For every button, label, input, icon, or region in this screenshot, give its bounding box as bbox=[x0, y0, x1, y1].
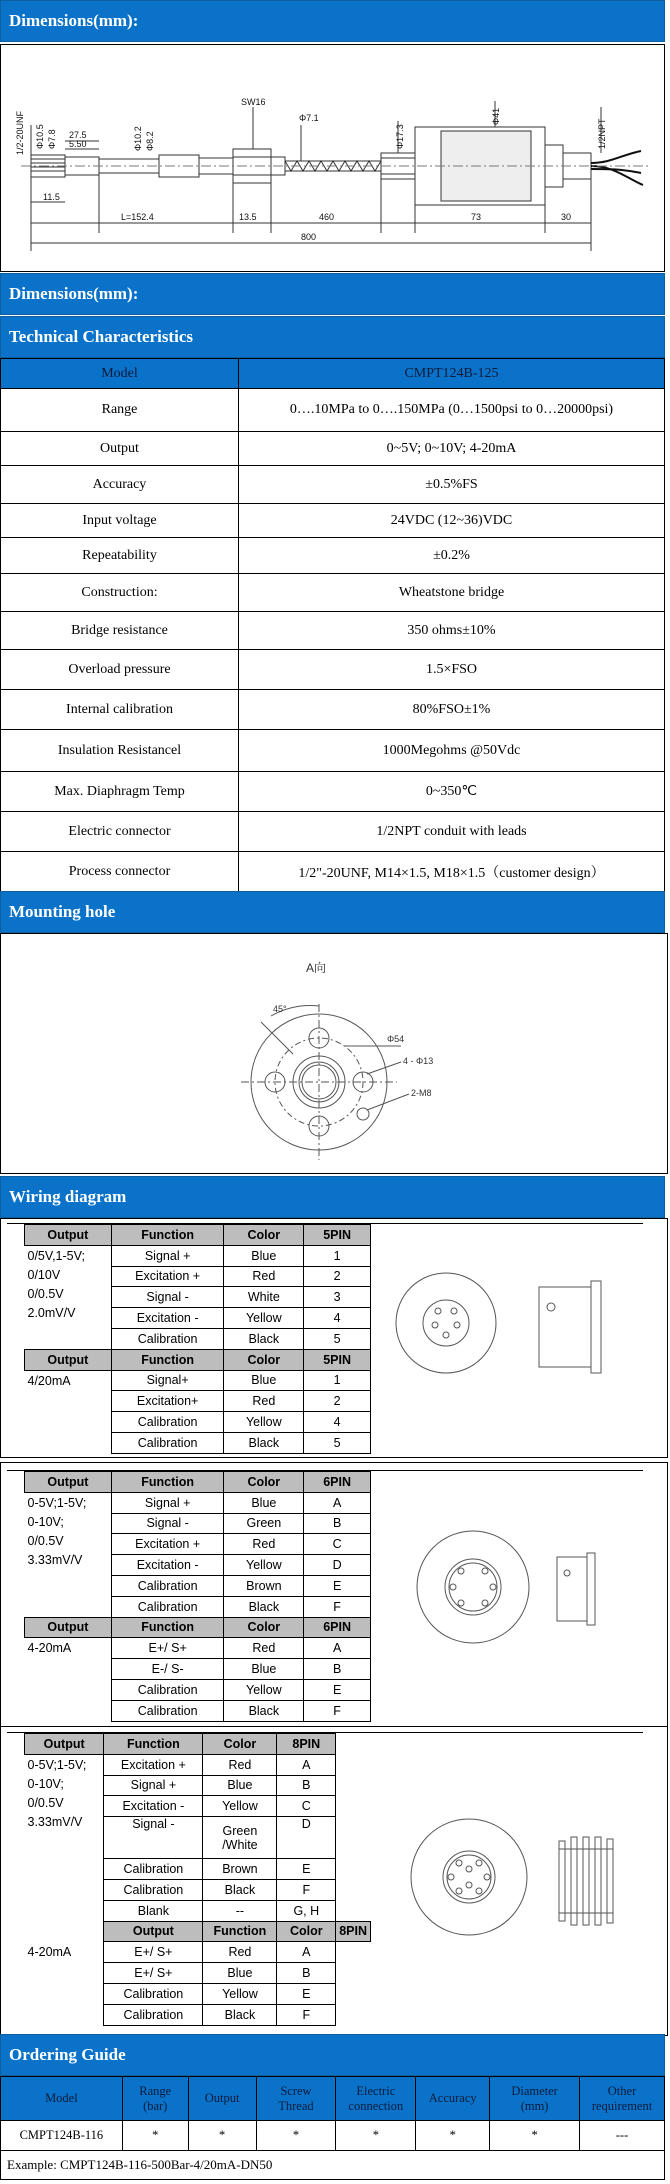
ordering-header-output: Output bbox=[188, 2077, 256, 2121]
wiring-header-row bbox=[25, 1472, 371, 1493]
ordering-cell-other: --- bbox=[580, 2121, 665, 2151]
wiring-function: Signal + bbox=[111, 1245, 224, 1266]
wiring-function: Excitation - bbox=[104, 1796, 203, 1817]
connector-5pin-drawing bbox=[391, 1259, 641, 1389]
section-title-mounting bbox=[0, 891, 665, 933]
wiring-color: -- bbox=[203, 1900, 277, 1921]
wiring-color: Red bbox=[203, 1942, 277, 1963]
tech-row bbox=[1, 389, 665, 432]
wiring-color: Black bbox=[203, 2004, 277, 2025]
wiring-pin: A bbox=[304, 1492, 371, 1513]
wiring-pin: G, H bbox=[277, 1900, 336, 1921]
wiring-row bbox=[25, 1754, 371, 1775]
dim-label-d41: Φ41 bbox=[491, 107, 501, 125]
header-pin: 5PIN bbox=[304, 1349, 371, 1370]
wiring-color: Black bbox=[224, 1700, 304, 1721]
tech-label: Max. Diaphragm Temp bbox=[1, 772, 239, 812]
tech-header-label: Model bbox=[1, 359, 239, 389]
wiring-color: Blue bbox=[224, 1659, 304, 1680]
dim-label-l1524: L=152.4 bbox=[121, 212, 154, 222]
wiring-color: Red bbox=[224, 1534, 304, 1555]
wiring-pin: C bbox=[304, 1534, 371, 1555]
mounting-d54-label: Φ54 bbox=[387, 1034, 405, 1044]
connector-6pin-drawing bbox=[401, 1523, 641, 1653]
header-output: Output bbox=[25, 1225, 112, 1246]
dim-label-thread: 1/2-20UNF bbox=[15, 110, 25, 155]
ordering-cell-accuracy: * bbox=[416, 2121, 490, 2151]
wiring-color: Black bbox=[224, 1328, 304, 1349]
ordering-header-accuracy: Accuracy bbox=[416, 2077, 490, 2121]
header-pin: 6PIN bbox=[304, 1472, 371, 1493]
wiring-pin: A bbox=[277, 1942, 336, 1963]
wiring-color: Blue bbox=[224, 1370, 304, 1391]
tech-row bbox=[1, 432, 665, 466]
wiring-pin: F bbox=[277, 1879, 336, 1900]
wiring-pin: 4 bbox=[304, 1308, 371, 1329]
dim-label-d78: Φ7.8 bbox=[47, 129, 57, 149]
wiring-function: Excitation + bbox=[104, 1754, 203, 1775]
wiring-table-5pin bbox=[24, 1224, 371, 1454]
header-color: Color bbox=[277, 1921, 336, 1942]
wiring-row bbox=[25, 1638, 371, 1659]
section-title-dimensions-2 bbox=[0, 273, 665, 315]
wiring-color: White bbox=[224, 1287, 304, 1308]
ordering-data-row bbox=[1, 2121, 665, 2151]
tech-row bbox=[1, 812, 665, 852]
ordering-cell-model: CMPT124B-116 bbox=[1, 2121, 123, 2151]
wiring-pin: 2 bbox=[304, 1391, 371, 1412]
tech-value: ±0.5%FS bbox=[239, 466, 665, 504]
wiring-color: Yellow bbox=[224, 1555, 304, 1576]
header-pin: 8PIN bbox=[336, 1921, 371, 1942]
wiring-pin: 4 bbox=[304, 1412, 371, 1433]
header-output: Output bbox=[25, 1617, 112, 1638]
tech-value: 0….10MPa to 0….150MPa (0…1500psi to 0…20000psi) bbox=[239, 389, 665, 432]
wiring-row bbox=[25, 1370, 371, 1391]
wiring-function: Signal + bbox=[111, 1492, 224, 1513]
dim-label-30: 30 bbox=[561, 212, 572, 222]
header-color: Color bbox=[224, 1617, 304, 1638]
wiring-pin: F bbox=[304, 1596, 371, 1617]
dim-label-800: 800 bbox=[301, 232, 317, 242]
wiring-row bbox=[25, 1492, 371, 1513]
header-output: Output bbox=[104, 1921, 203, 1942]
wiring-function: Signal - bbox=[104, 1817, 203, 1859]
wiring-table-6pin bbox=[24, 1471, 371, 1722]
wiring-function: Calibration bbox=[104, 1983, 203, 2004]
section-title-ordering-text: Ordering Guide bbox=[9, 2045, 126, 2064]
ordering-header-other: Other requirement bbox=[580, 2077, 665, 2121]
dim-label-135: 13.5 bbox=[239, 212, 257, 222]
wiring-function: E+/ S+ bbox=[111, 1638, 224, 1659]
wiring-function: Excitation - bbox=[111, 1308, 224, 1329]
dim-label-sw16: SW16 bbox=[241, 97, 266, 107]
tech-value: 1000Megohms @50Vdc bbox=[239, 730, 665, 772]
wiring-function: Signal - bbox=[111, 1287, 224, 1308]
wiring-panel-5pin bbox=[0, 1218, 668, 1458]
tech-row bbox=[1, 574, 665, 612]
tech-row bbox=[1, 538, 665, 574]
wiring-function: Calibration bbox=[111, 1432, 224, 1453]
ordering-cell-diameter: * bbox=[490, 2121, 580, 2151]
tech-value: 1.5×FSO bbox=[239, 650, 665, 690]
wiring-panel-6pin bbox=[0, 1462, 668, 1727]
wiring-pin: B bbox=[304, 1513, 371, 1534]
section-title-wiring bbox=[0, 1176, 665, 1218]
header-pin: 8PIN bbox=[277, 1734, 336, 1755]
wiring-pin: A bbox=[277, 1754, 336, 1775]
header-color: Color bbox=[203, 1734, 277, 1755]
dim-label-npt: 1/2NPT bbox=[597, 118, 607, 149]
technical-table bbox=[0, 358, 665, 892]
ordering-cell-thread: * bbox=[256, 2121, 336, 2151]
wiring-color: Brown bbox=[203, 1859, 277, 1880]
header-function: Function bbox=[111, 1225, 224, 1246]
wiring-output-cell: 0/5V,1-5V; 0/10V 0/0.5V 2.0mV/V bbox=[25, 1245, 112, 1349]
dim-label-275: 27.5 bbox=[69, 130, 87, 140]
dim-label-550: 5.50 bbox=[69, 139, 87, 149]
tech-value: 1/2"-20UNF, M14×1.5, M18×1.5（customer design） bbox=[239, 852, 665, 892]
wiring-header-row bbox=[25, 1734, 371, 1755]
ordering-header-connection: Electric connection bbox=[336, 2077, 416, 2121]
wiring-pin: E bbox=[277, 1859, 336, 1880]
tech-label: Overload pressure bbox=[1, 650, 239, 690]
header-color: Color bbox=[224, 1472, 304, 1493]
connector-8pin-drawing bbox=[401, 1807, 641, 1947]
wiring-color: Blue bbox=[203, 1775, 277, 1796]
ordering-header-model: Model bbox=[1, 2077, 123, 2121]
header-function: Function bbox=[111, 1617, 224, 1638]
ordering-header-range: Range (bar) bbox=[122, 2077, 188, 2121]
wiring-function: Calibration bbox=[111, 1575, 224, 1596]
header-output: Output bbox=[25, 1472, 112, 1493]
wiring-function: Blank bbox=[104, 1900, 203, 1921]
wiring-header-row bbox=[25, 1617, 371, 1638]
wiring-pin: 5 bbox=[304, 1432, 371, 1453]
wiring-output-cell: 0-5V;1-5V; 0-10V; 0/0.5V 3.33mV/V bbox=[25, 1754, 104, 1942]
wiring-function: Calibration bbox=[111, 1328, 224, 1349]
dim-label-73: 73 bbox=[471, 212, 482, 222]
wiring-output-cell: 4-20mA bbox=[25, 1638, 112, 1721]
wiring-header-row bbox=[25, 1225, 371, 1246]
wiring-pin: E bbox=[304, 1679, 371, 1700]
tech-row bbox=[1, 772, 665, 812]
header-color: Color bbox=[224, 1225, 304, 1246]
section-title-dimensions-2-text: Dimensions(mm): bbox=[9, 284, 139, 303]
tech-value: 350 ohms±10% bbox=[239, 612, 665, 650]
wiring-function: Signal + bbox=[104, 1775, 203, 1796]
tech-value: 24VDC (12~36)VDC bbox=[239, 504, 665, 538]
wiring-pin: E bbox=[277, 1983, 336, 2004]
wiring-color: Green /White bbox=[203, 1817, 277, 1859]
wiring-function: Calibration bbox=[104, 2004, 203, 2025]
dim-label-d71: Φ7.1 bbox=[299, 113, 319, 123]
wiring-function: Excitation + bbox=[111, 1266, 224, 1287]
ordering-header-row bbox=[1, 2077, 665, 2121]
wiring-color: Black bbox=[224, 1596, 304, 1617]
wiring-color: Brown bbox=[224, 1575, 304, 1596]
wiring-pin: C bbox=[277, 1796, 336, 1817]
section-title-ordering bbox=[0, 2034, 665, 2076]
ordering-cell-connection: * bbox=[336, 2121, 416, 2151]
wiring-pin: D bbox=[304, 1555, 371, 1576]
wiring-color: Green bbox=[224, 1513, 304, 1534]
wiring-function: E-/ S- bbox=[111, 1659, 224, 1680]
wiring-output-cell: 0-5V;1-5V; 0-10V; 0/0.5V 3.33mV/V bbox=[25, 1492, 112, 1617]
wiring-color: Yellow bbox=[203, 1796, 277, 1817]
technical-table-header bbox=[1, 359, 665, 389]
mounting-drawing bbox=[1, 934, 668, 1174]
mounting-view-label: A向 bbox=[306, 961, 327, 975]
wiring-function: Calibration bbox=[104, 1859, 203, 1880]
tech-row bbox=[1, 852, 665, 892]
tech-label: Repeatability bbox=[1, 538, 239, 574]
wiring-function: Signal+ bbox=[111, 1370, 224, 1391]
dim-label-d173: Φ17.3 bbox=[395, 124, 405, 149]
wiring-color: Red bbox=[203, 1754, 277, 1775]
wiring-function: Calibration bbox=[104, 1879, 203, 1900]
wiring-pin: D bbox=[277, 1817, 336, 1859]
wiring-color: Black bbox=[224, 1432, 304, 1453]
header-pin: 5PIN bbox=[304, 1225, 371, 1246]
header-pin: 6PIN bbox=[304, 1617, 371, 1638]
section-title-mounting-text: Mounting hole bbox=[9, 902, 116, 921]
wiring-pin: F bbox=[277, 2004, 336, 2025]
wiring-panel-8pin bbox=[0, 1726, 668, 2036]
mounting-drawing-panel bbox=[0, 933, 668, 1174]
wiring-function: Excitation+ bbox=[111, 1391, 224, 1412]
wiring-pin: 1 bbox=[304, 1370, 371, 1391]
wiring-function: E+/ S+ bbox=[104, 1963, 203, 1984]
wiring-color: Yellow bbox=[224, 1308, 304, 1329]
wiring-pin: E bbox=[304, 1575, 371, 1596]
wiring-function: Calibration bbox=[111, 1596, 224, 1617]
wiring-pin: B bbox=[277, 1775, 336, 1796]
dim-label-d102: Φ10.2 bbox=[133, 126, 143, 151]
dimension-drawing-panel bbox=[0, 44, 665, 272]
wiring-table-8pin bbox=[24, 1733, 371, 2026]
wiring-row bbox=[25, 1942, 371, 1963]
wiring-pin: 2 bbox=[304, 1266, 371, 1287]
wiring-color: Blue bbox=[224, 1245, 304, 1266]
wiring-color: Blue bbox=[224, 1492, 304, 1513]
wiring-function: Excitation - bbox=[111, 1555, 224, 1576]
wiring-function: Calibration bbox=[111, 1679, 224, 1700]
tech-row bbox=[1, 466, 665, 504]
header-output: Output bbox=[25, 1349, 112, 1370]
section-title-dimensions bbox=[0, 0, 665, 42]
section-title-technical-text: Technical Characteristics bbox=[9, 327, 193, 346]
tech-row bbox=[1, 730, 665, 772]
tech-row bbox=[1, 650, 665, 690]
header-output: Output bbox=[25, 1734, 104, 1755]
tech-label: Range bbox=[1, 389, 239, 432]
section-title-dimensions-text: Dimensions(mm): bbox=[9, 11, 139, 30]
tech-header-value: CMPT124B-125 bbox=[239, 359, 665, 389]
section-title-technical bbox=[0, 316, 665, 358]
tech-label: Insulation Resistancel bbox=[1, 730, 239, 772]
header-function: Function bbox=[203, 1921, 277, 1942]
wiring-color: Blue bbox=[203, 1963, 277, 1984]
tech-label: Process connector bbox=[1, 852, 239, 892]
tech-label: Internal calibration bbox=[1, 690, 239, 730]
wiring-pin: 5 bbox=[304, 1328, 371, 1349]
wiring-color: Yellow bbox=[224, 1679, 304, 1700]
dim-label-d105: Φ10.5 bbox=[35, 124, 45, 149]
ordering-header-diameter: Diameter (mm) bbox=[490, 2077, 580, 2121]
tech-label: Input voltage bbox=[1, 504, 239, 538]
wiring-color: Red bbox=[224, 1266, 304, 1287]
wiring-pin: B bbox=[304, 1659, 371, 1680]
wiring-row bbox=[25, 1245, 371, 1266]
ordering-example-text: Example: CMPT124B-116-500Bar-4/20mA-DN50 bbox=[7, 2157, 273, 2172]
dim-label-460: 460 bbox=[319, 212, 335, 222]
tech-row bbox=[1, 690, 665, 730]
wiring-function: Excitation + bbox=[111, 1534, 224, 1555]
wiring-color: Red bbox=[224, 1391, 304, 1412]
wiring-function: Signal - bbox=[111, 1513, 224, 1534]
tech-row bbox=[1, 504, 665, 538]
wiring-output-cell: 4-20mA bbox=[25, 1942, 104, 2025]
header-color: Color bbox=[224, 1349, 304, 1370]
tech-value: 0~5V; 0~10V; 4-20mA bbox=[239, 432, 665, 466]
tech-value: Wheatstone bridge bbox=[239, 574, 665, 612]
wiring-pin: A bbox=[304, 1638, 371, 1659]
wiring-header-row bbox=[25, 1349, 371, 1370]
wiring-color: Black bbox=[203, 1879, 277, 1900]
dim-label-115: 11.5 bbox=[43, 192, 60, 202]
tech-label: Electric connector bbox=[1, 812, 239, 852]
wiring-pin: F bbox=[304, 1700, 371, 1721]
header-function: Function bbox=[104, 1734, 203, 1755]
header-function: Function bbox=[111, 1349, 224, 1370]
wiring-function: E+/ S+ bbox=[104, 1942, 203, 1963]
wiring-function: Calibration bbox=[111, 1412, 224, 1433]
dimension-drawing bbox=[1, 45, 665, 272]
wiring-pin: B bbox=[277, 1963, 336, 1984]
tech-label: Bridge resistance bbox=[1, 612, 239, 650]
tech-value: ±0.2% bbox=[239, 538, 665, 574]
wiring-color: Yellow bbox=[203, 1983, 277, 2004]
ordering-cell-range: * bbox=[122, 2121, 188, 2151]
header-function: Function bbox=[111, 1472, 224, 1493]
tech-label: Accuracy bbox=[1, 466, 239, 504]
tech-label: Output bbox=[1, 432, 239, 466]
wiring-output-cell: 4/20mA bbox=[25, 1370, 112, 1453]
wiring-pin: 3 bbox=[304, 1287, 371, 1308]
mounting-holes-label: 4 - Φ13 bbox=[403, 1056, 434, 1066]
tech-row bbox=[1, 612, 665, 650]
wiring-color: Red bbox=[224, 1638, 304, 1659]
section-title-wiring-text: Wiring diagram bbox=[9, 1187, 127, 1206]
tech-value: 80%FSO±1% bbox=[239, 690, 665, 730]
ordering-cell-output: * bbox=[188, 2121, 256, 2151]
mounting-thread-label: 2-M8 bbox=[411, 1088, 432, 1098]
wiring-function: Calibration bbox=[111, 1700, 224, 1721]
ordering-table bbox=[0, 2076, 665, 2151]
ordering-example bbox=[0, 2150, 665, 2180]
tech-label: Construction: bbox=[1, 574, 239, 612]
ordering-header-thread: Screw Thread bbox=[256, 2077, 336, 2121]
mounting-angle-label: 45° bbox=[273, 1004, 287, 1014]
wiring-pin: 1 bbox=[304, 1245, 371, 1266]
tech-value: 1/2NPT conduit with leads bbox=[239, 812, 665, 852]
dim-label-d82: Φ8.2 bbox=[145, 131, 155, 151]
wiring-color: Yellow bbox=[224, 1412, 304, 1433]
tech-value: 0~350℃ bbox=[239, 772, 665, 812]
